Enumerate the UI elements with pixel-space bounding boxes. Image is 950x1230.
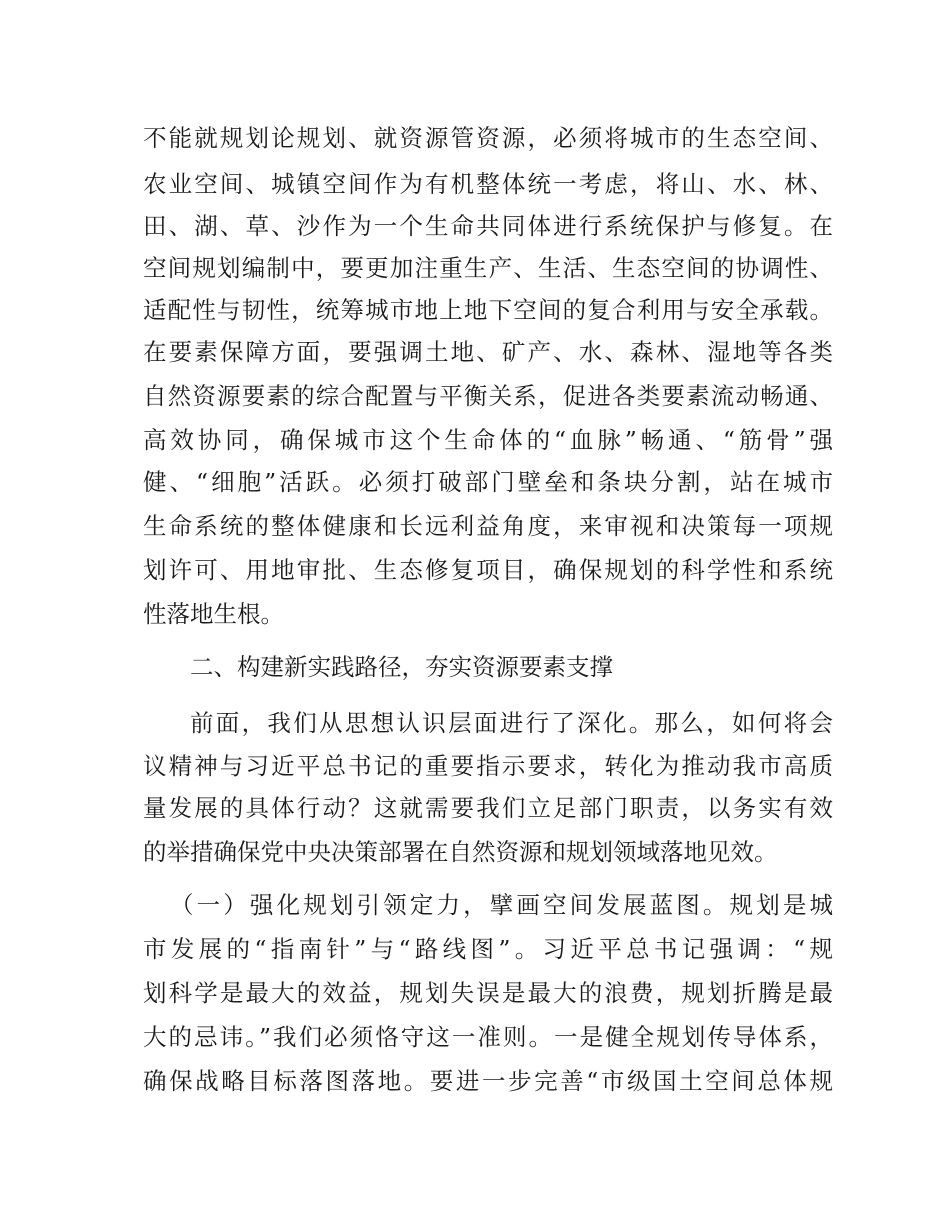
text-line: 不能就规划论规划、就资源管资源，必须将城市的生态空间、	[143, 124, 833, 152]
text-line: 市发展的“指南针”与“路线图”。习近平总书记强调：“规	[143, 935, 833, 963]
text-line: （一）强化规划引领定力，擘画空间发展蓝图。规划是城	[170, 891, 833, 919]
text-line: 议精神与习近平总书记的重要指示要求，转化为推动我市高质	[143, 752, 833, 780]
text-line: 性落地生根。	[143, 600, 284, 628]
text-line: 高效协同，确保城市这个生命体的“血脉”畅通、“筋骨”强	[143, 426, 833, 454]
section-heading: 二、构建新实践路径，夯实资源要素支撑	[190, 653, 613, 681]
text-line: 健、“细胞”活跃。必须打破部门壁垒和条块分割，站在城市	[143, 468, 833, 496]
text-line: 田、湖、草、沙作为一个生命共同体进行系统保护与修复。在	[143, 212, 833, 240]
text-line: 量发展的具体行动？这就需要我们立足部门职责，以务实有效	[143, 794, 833, 822]
text-line: 自然资源要素的综合配置与平衡关系，促进各类要素流动畅通、	[143, 382, 833, 410]
text-line: 适配性与韧性，统筹城市地上地下空间的复合利用与安全承载。	[143, 296, 833, 324]
text-line: 生命系统的整体健康和长远利益角度，来审视和决策每一项规	[143, 512, 833, 540]
text-line: 划许可、用地审批、生态修复项目，确保规划的科学性和系统	[143, 556, 833, 584]
text-line: 空间规划编制中，要更加注重生产、生活、生态空间的协调性、	[143, 254, 833, 282]
text-line: 划科学是最大的效益，规划失误是最大的浪费，规划折腾是最	[143, 979, 833, 1007]
text-line: 前面，我们从思想认识层面进行了深化。那么，如何将会	[190, 709, 833, 737]
text-line: 在要素保障方面，要强调土地、矿产、水、森林、湿地等各类	[143, 338, 833, 366]
text-line: 农业空间、城镇空间作为有机整体统一考虑，将山、水、林、	[143, 170, 833, 198]
text-line: 确保战略目标落图落地。要进一步完善“市级国土空间总体规	[143, 1067, 833, 1095]
text-line: 的举措确保党中央决策部署在自然资源和规划领域落地见效。	[143, 838, 778, 866]
text-line: 大的忌讳。”我们必须恪守这一准则。一是健全规划传导体系，	[143, 1023, 833, 1051]
